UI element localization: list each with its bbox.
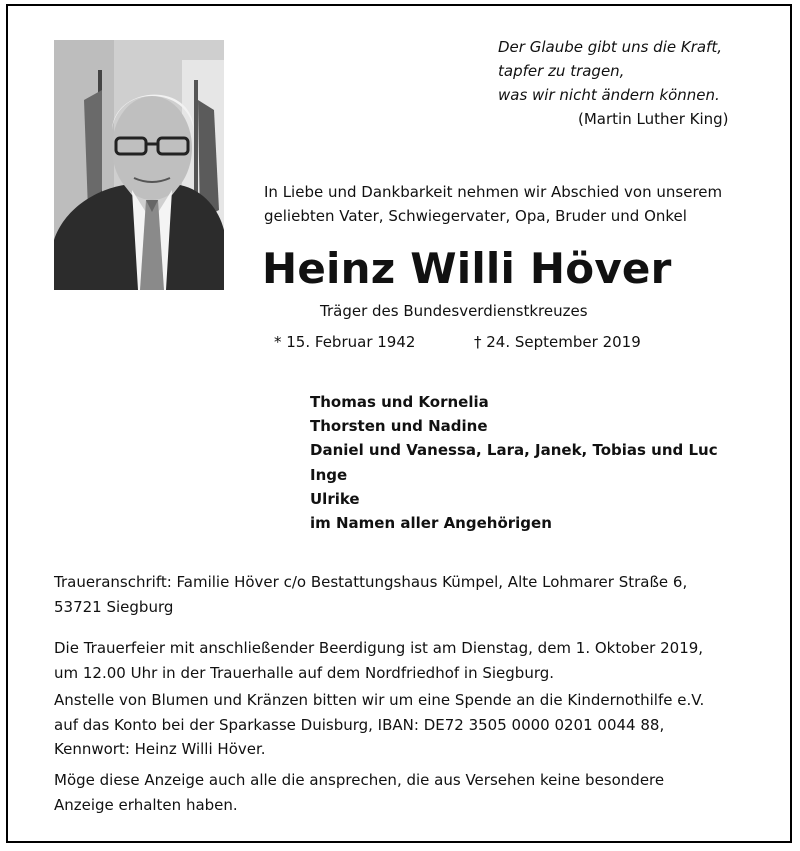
quote-block	[498, 35, 729, 131]
paragraph-line: Anstelle von Blumen und Kränzen bitten wir um eine Spende an die Kindernothilfe e.V.	[54, 691, 705, 709]
family-member: Daniel und Vanessa, Lara, Janek, Tobias und Luc	[310, 441, 718, 460]
paragraph-line: auf das Konto bei der Sparkasse Duisburg, IBAN: DE72 3505 0000 0201 0044 88,	[54, 715, 665, 734]
portrait-photo	[54, 40, 224, 290]
death-date: † 24. September 2019	[474, 333, 641, 351]
notice-paragraph	[54, 768, 746, 817]
paragraph-line: Anzeige erhalten haben.	[54, 795, 238, 814]
intro-line: In Liebe und Dankbarkeit nehmen wir Abschied von unserem	[264, 183, 723, 201]
paragraph-line: um 12.00 Uhr in der Trauerhalle auf dem Nordfriedhof in Siegburg.	[54, 663, 555, 682]
quote-author: (Martin Luther King)	[578, 110, 729, 128]
family-member: Ulrike	[310, 489, 360, 508]
quote-line: Der Glaube gibt uns die Kraft,	[498, 38, 722, 56]
donation-paragraph	[54, 688, 746, 762]
family-member: Inge	[310, 465, 348, 484]
family-member: Thomas und Kornelia	[310, 393, 489, 411]
paragraph-line: Möge diese Anzeige auch alle die ansprechen, die aus Versehen keine besondere	[54, 771, 665, 789]
deceased-name: Heinz Willi Höver	[262, 244, 672, 293]
paragraph-line: Die Trauerfeier mit anschließender Beerdigung ist am Dienstag, dem 1. Oktober 2019,	[54, 639, 704, 657]
honor-text: Träger des Bundesverdienstkreuzes	[320, 302, 588, 320]
mourning-address	[54, 570, 754, 620]
family-member: im Namen aller Angehörigen	[310, 514, 552, 533]
intro-text	[264, 180, 722, 228]
intro-line: geliebten Vater, Schwiegervater, Opa, Bruder und Onkel	[264, 207, 687, 225]
family-list	[310, 390, 718, 535]
portrait-illustration	[54, 40, 224, 290]
paragraph-line: Kennwort: Heinz Willi Höver.	[54, 740, 266, 758]
quote-line: was wir nicht ändern können.	[498, 86, 720, 104]
address-line: Traueranschrift: Familie Höver c/o Bestattungshaus Kümpel, Alte Lohmarer Straße 6,	[54, 573, 688, 591]
quote-line: tapfer zu tragen,	[498, 62, 625, 80]
birth-date: * 15. Februar 1942	[274, 333, 416, 351]
family-member: Thorsten und Nadine	[310, 417, 488, 436]
address-line: 53721 Siegburg	[54, 598, 174, 616]
funeral-paragraph	[54, 636, 746, 685]
